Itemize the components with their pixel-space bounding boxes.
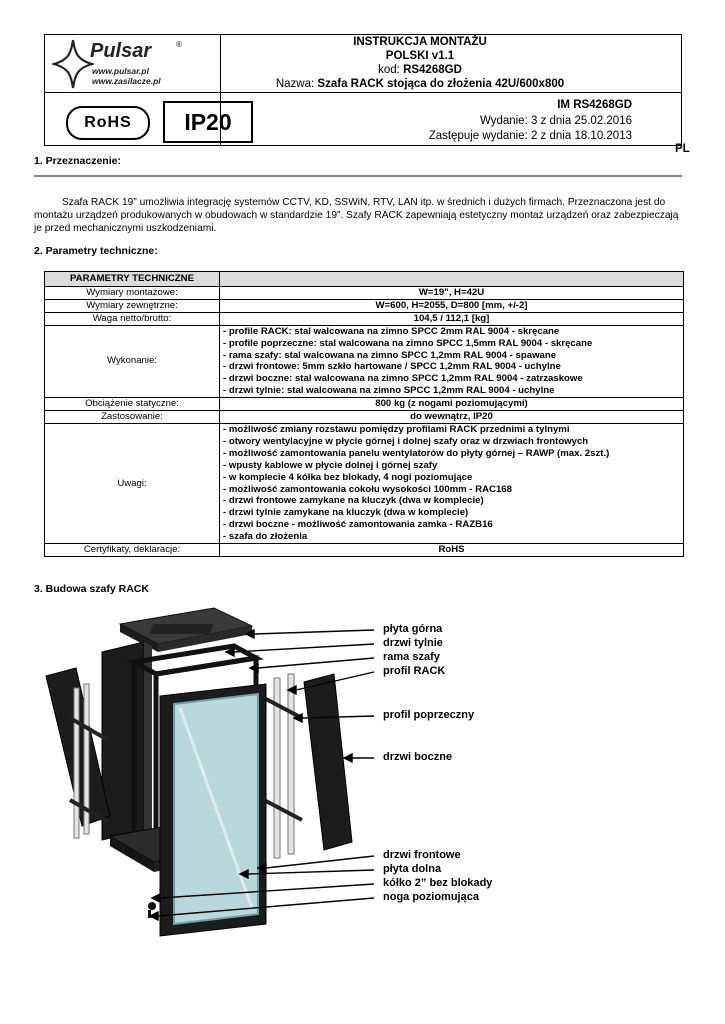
row-value: RoHS	[220, 544, 684, 557]
section-rule	[34, 175, 682, 177]
doc-code-line	[220, 63, 620, 77]
label-rack-profile: profil RACK	[383, 665, 446, 677]
row-label: Obciążenie statyczne:	[45, 398, 220, 411]
table-header-empty	[220, 272, 684, 287]
row-value: 104,5 / 112,1 [kg]	[220, 312, 684, 325]
list-item: - możliwość zmiany rozstawu pomiędzy profilami RACK przednimi a tylnymi	[223, 423, 570, 435]
row-value: do wewnątrz, IP20	[220, 411, 684, 424]
label-cross-profile: profil poprzeczny	[383, 709, 475, 721]
label-wheel: kółko 2” bez blokady	[383, 877, 493, 889]
table-row-wykonanie	[45, 325, 684, 397]
product-name: Szafa RACK stojąca do złożenia 42U/600x800	[317, 78, 565, 90]
edition: Wydanie: 3 z dnia 25.02.2016	[479, 115, 632, 127]
row-label: Zastosowanie:	[45, 411, 220, 424]
header-divider-horizontal	[45, 92, 681, 93]
label-rear-door: drzwi tylnie	[383, 637, 443, 649]
row-value: 800 kg (z nogami poziomującymi)	[220, 398, 684, 411]
name-label: Nazwa:	[275, 78, 315, 90]
pulsar-star-icon	[52, 38, 94, 90]
rear-door-illustration	[102, 642, 152, 840]
spec-table	[44, 271, 684, 557]
rack-exploded-diagram	[34, 600, 684, 940]
list-item: - otwory wentylacyjne w płycie górnej i dolnej szafy oraz w drzwiach frontowych	[223, 435, 589, 447]
list-item: - profile RACK: stal walcowana na zimno SPCC 2mm RAL 9004 - skręcane	[223, 325, 560, 337]
list-item: - drzwi tylnie zamykane na kluczyk (dwa w komplecie)	[223, 507, 469, 519]
logo-url-1: www.pulsar.pl	[92, 66, 149, 76]
row-label: Wykonanie:	[45, 325, 220, 397]
list-item: - szafa do złożenia	[223, 531, 308, 543]
label-side-door: drzwi boczne	[383, 751, 453, 763]
row-value: W=19", H=42U	[220, 287, 684, 300]
table-header: PARAMETRY TECHNICZNE	[45, 272, 220, 287]
list-item: - drzwi boczne: stal walcowana na zimno SPCC 1,2mm RAL 9004 - zatrzaskowe	[223, 373, 583, 385]
list-item: - rama szafy: stal walcowana na zimno SPCC 1,2mm RAL 9004 - spawane	[223, 349, 557, 361]
logo-brand: Pulsar	[90, 40, 152, 62]
list-item: - możliwość zamontowania panelu wentylatorów do płyty górnej – RAWP (max. 2szt.)	[223, 447, 610, 459]
doc-name-line	[220, 77, 620, 91]
label-leveling-foot: noga poziomująca	[383, 891, 479, 903]
table-header-row	[45, 272, 684, 287]
list-item: - wpusty kablowe w płycie dolnej i górnej szafy	[223, 459, 438, 471]
table-row	[45, 287, 684, 300]
label-bottom-plate: płyta dolna	[383, 863, 442, 875]
label-frame: rama szafy	[383, 651, 440, 663]
language-code: PL	[675, 143, 690, 155]
list-item: - profile poprzeczne: stal walcowana na zimno SPCC 1,5mm RAL 9004 - skręcane	[223, 337, 593, 349]
section-3-title: 3. Budowa szafy RACK	[34, 583, 149, 595]
section-1-title: 1. Przeznaczenie:	[34, 155, 121, 167]
table-row	[45, 411, 684, 424]
list-item: - w komplecie 4 kółka bez blokady, 4 nogi poziomujące	[223, 471, 473, 483]
section-2-title: 2. Parametry techniczne:	[34, 245, 158, 257]
uwagi-list	[220, 423, 684, 543]
list-item: - drzwi tylnie: stal walcowana na zimno SPCC 1,2mm RAL 9004 - uchylne	[223, 385, 555, 397]
label-top-plate: płyta górna	[383, 623, 443, 635]
row-label: Waga netto/brutto:	[45, 312, 220, 325]
row-label: Certyfikaty, deklaracje:	[45, 544, 220, 557]
label-front-door: drzwi frontowe	[383, 849, 461, 861]
row-label: Uwagi:	[45, 423, 220, 543]
pulsar-logo	[52, 36, 182, 92]
row-value: W=600, H=2055, D=800 [mm, +/-2]	[220, 299, 684, 312]
ip-rating-badge: IP20	[163, 101, 253, 143]
table-row	[45, 544, 684, 557]
registered-mark: ®	[176, 40, 182, 49]
code-label: kod:	[378, 64, 400, 76]
side-door-right-illustration	[304, 674, 352, 850]
list-item: - drzwi boczne - możliwość zamontowania zamka - RAZB16	[223, 519, 493, 531]
table-row-uwagi	[45, 423, 684, 543]
wykonanie-list	[220, 325, 684, 397]
logo-url-2: www.zasilacze.pl	[92, 76, 161, 86]
front-door-illustration	[160, 684, 266, 936]
table-row	[45, 312, 684, 325]
row-label: Wymiary zewnętrzne:	[45, 299, 220, 312]
doc-language-version: POLSKI v1.1	[385, 50, 455, 62]
product-code: RS4268GD	[403, 64, 462, 76]
row-label: Wymiary montażowe:	[45, 287, 220, 300]
list-item: - drzwi frontowe: 5mm szkło hartowane / SPCC 1,2mm RAL 9004 - uchylne	[223, 361, 561, 373]
rohs-badge: RoHS	[66, 106, 150, 140]
table-row	[45, 299, 684, 312]
doc-title: INSTRUKCJA MONTAŻU	[353, 36, 487, 48]
list-item: - możliwość zamontowania cokołu wysokości 100mm - RAC168	[223, 483, 512, 495]
im-code: IM RS4268GD	[557, 99, 632, 111]
table-row	[45, 398, 684, 411]
replaces-edition: Zastępuje wydanie: 2 z dnia 18.10.2013	[428, 130, 632, 142]
list-item: - drzwi frontowe zamykane na kluczyk (dwa w komplecie)	[223, 495, 484, 507]
section-1-text: Szafa RACK 19” umożliwia integrację systemów CCTV, KD, SSWiN, RTV, LAN itp. w średnich i dużych firmach. Przeznaczona jest do montażu urządzeń produkowanych w obudowach w standardzie 19”. Szafy RACK zapewniają estetyczny montaż urządzeń oraz zabezpieczają je przed mechanicznymi uszkodzeniami.	[34, 197, 679, 234]
